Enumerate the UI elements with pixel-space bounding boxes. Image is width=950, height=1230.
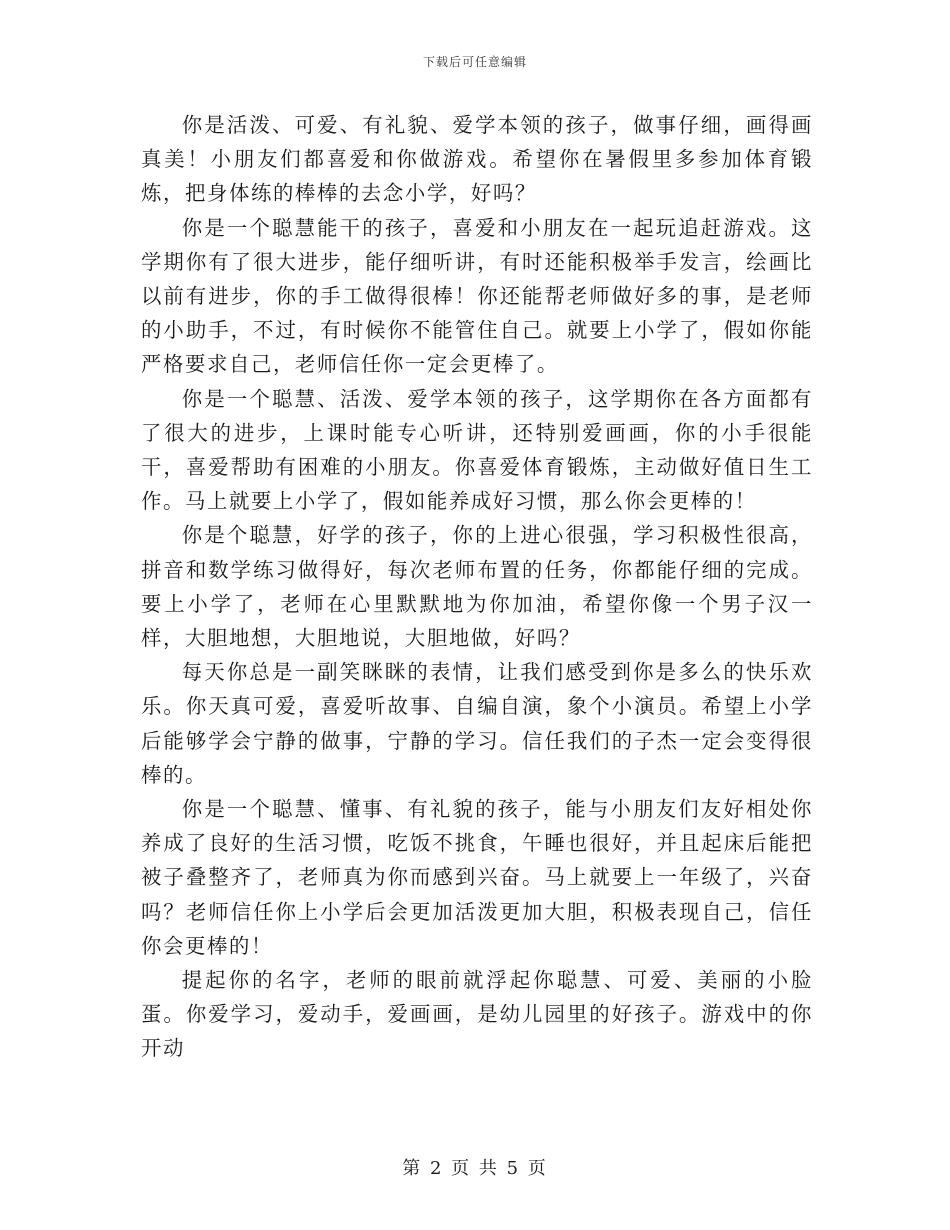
paragraph-6: 你是一个聪慧、懂事、有礼貌的孩子，能与小朋友们友好相处你养成了良好的生活习惯，吃饭不挑食，午睡也很好，并且起床后能把被子叠整齐了，老师真为你而感到兴奋。马上就要上一年级了，兴奋吗？老师信任你上小学后会更加活泼更加大胆，积极表现自己，信任你会更棒的！ [141,797,813,958]
paragraph-2: 你是一个聪慧能干的孩子，喜爱和小朋友在一起玩追赶游戏。这学期你有了很大进步，能仔细听讲，有时还能积极举手发言，绘画比以前有进步，你的手工做得很棒！你还能帮老师做好多的事，是老师的小助手，不过，有时候你不能管住自己。就要上小学了，假如你能严格要求自己，老师信任你一定会更棒了。 [141,215,813,377]
paragraph-4: 你是个聪慧，好学的孩子，你的上进心很强，学习积极性很高，拼音和数学练习做得好，每次老师布置的任务，你都能仔细的完成。要上小学了，老师在心里默默地为你加油，希望你像一个男子汉一样，大胆地想，大胆地说，大胆地做，好吗？ [141,523,813,651]
page-footer: 第 2 页 共 5 页 [402,1158,548,1179]
document-body [141,108,813,1066]
page-header: 下载后可任意编辑 [422,55,527,69]
paragraph-3: 你是一个聪慧、活泼、爱学本领的孩子，这学期你在各方面都有了很大的进步，上课时能专心听讲，还特别爱画画，你的小手很能干，喜爱帮助有困难的小朋友。你喜爱体育锻炼，主动做好值日生工作。马上就要上小学了，假如能养成好习惯，那么你会更棒的！ [141,386,813,514]
paragraph-5: 每天你总是一副笑眯眯的表情，让我们感受到你是多么的快乐欢乐。你天真可爱，喜爱听故事、自编自演，象个小演员。希望上小学后能够学会宁静的做事，宁静的学习。信任我们的子杰一定会变得很棒的。 [141,660,813,787]
paragraph-1: 你是活泼、可爱、有礼貌、爱学本领的孩子，做事仔细，画得画真美！小朋友们都喜爱和你做游戏。希望你在暑假里多参加体育锻炼，把身体练的棒棒的去念小学，好吗？ [141,113,813,206]
paragraph-7: 提起你的名字，老师的眼前就浮起你聪慧、可爱、美丽的小脸蛋。你爱学习，爱动手，爱画画，是幼儿园里的好孩子。游戏中的你开动 [141,968,813,1061]
